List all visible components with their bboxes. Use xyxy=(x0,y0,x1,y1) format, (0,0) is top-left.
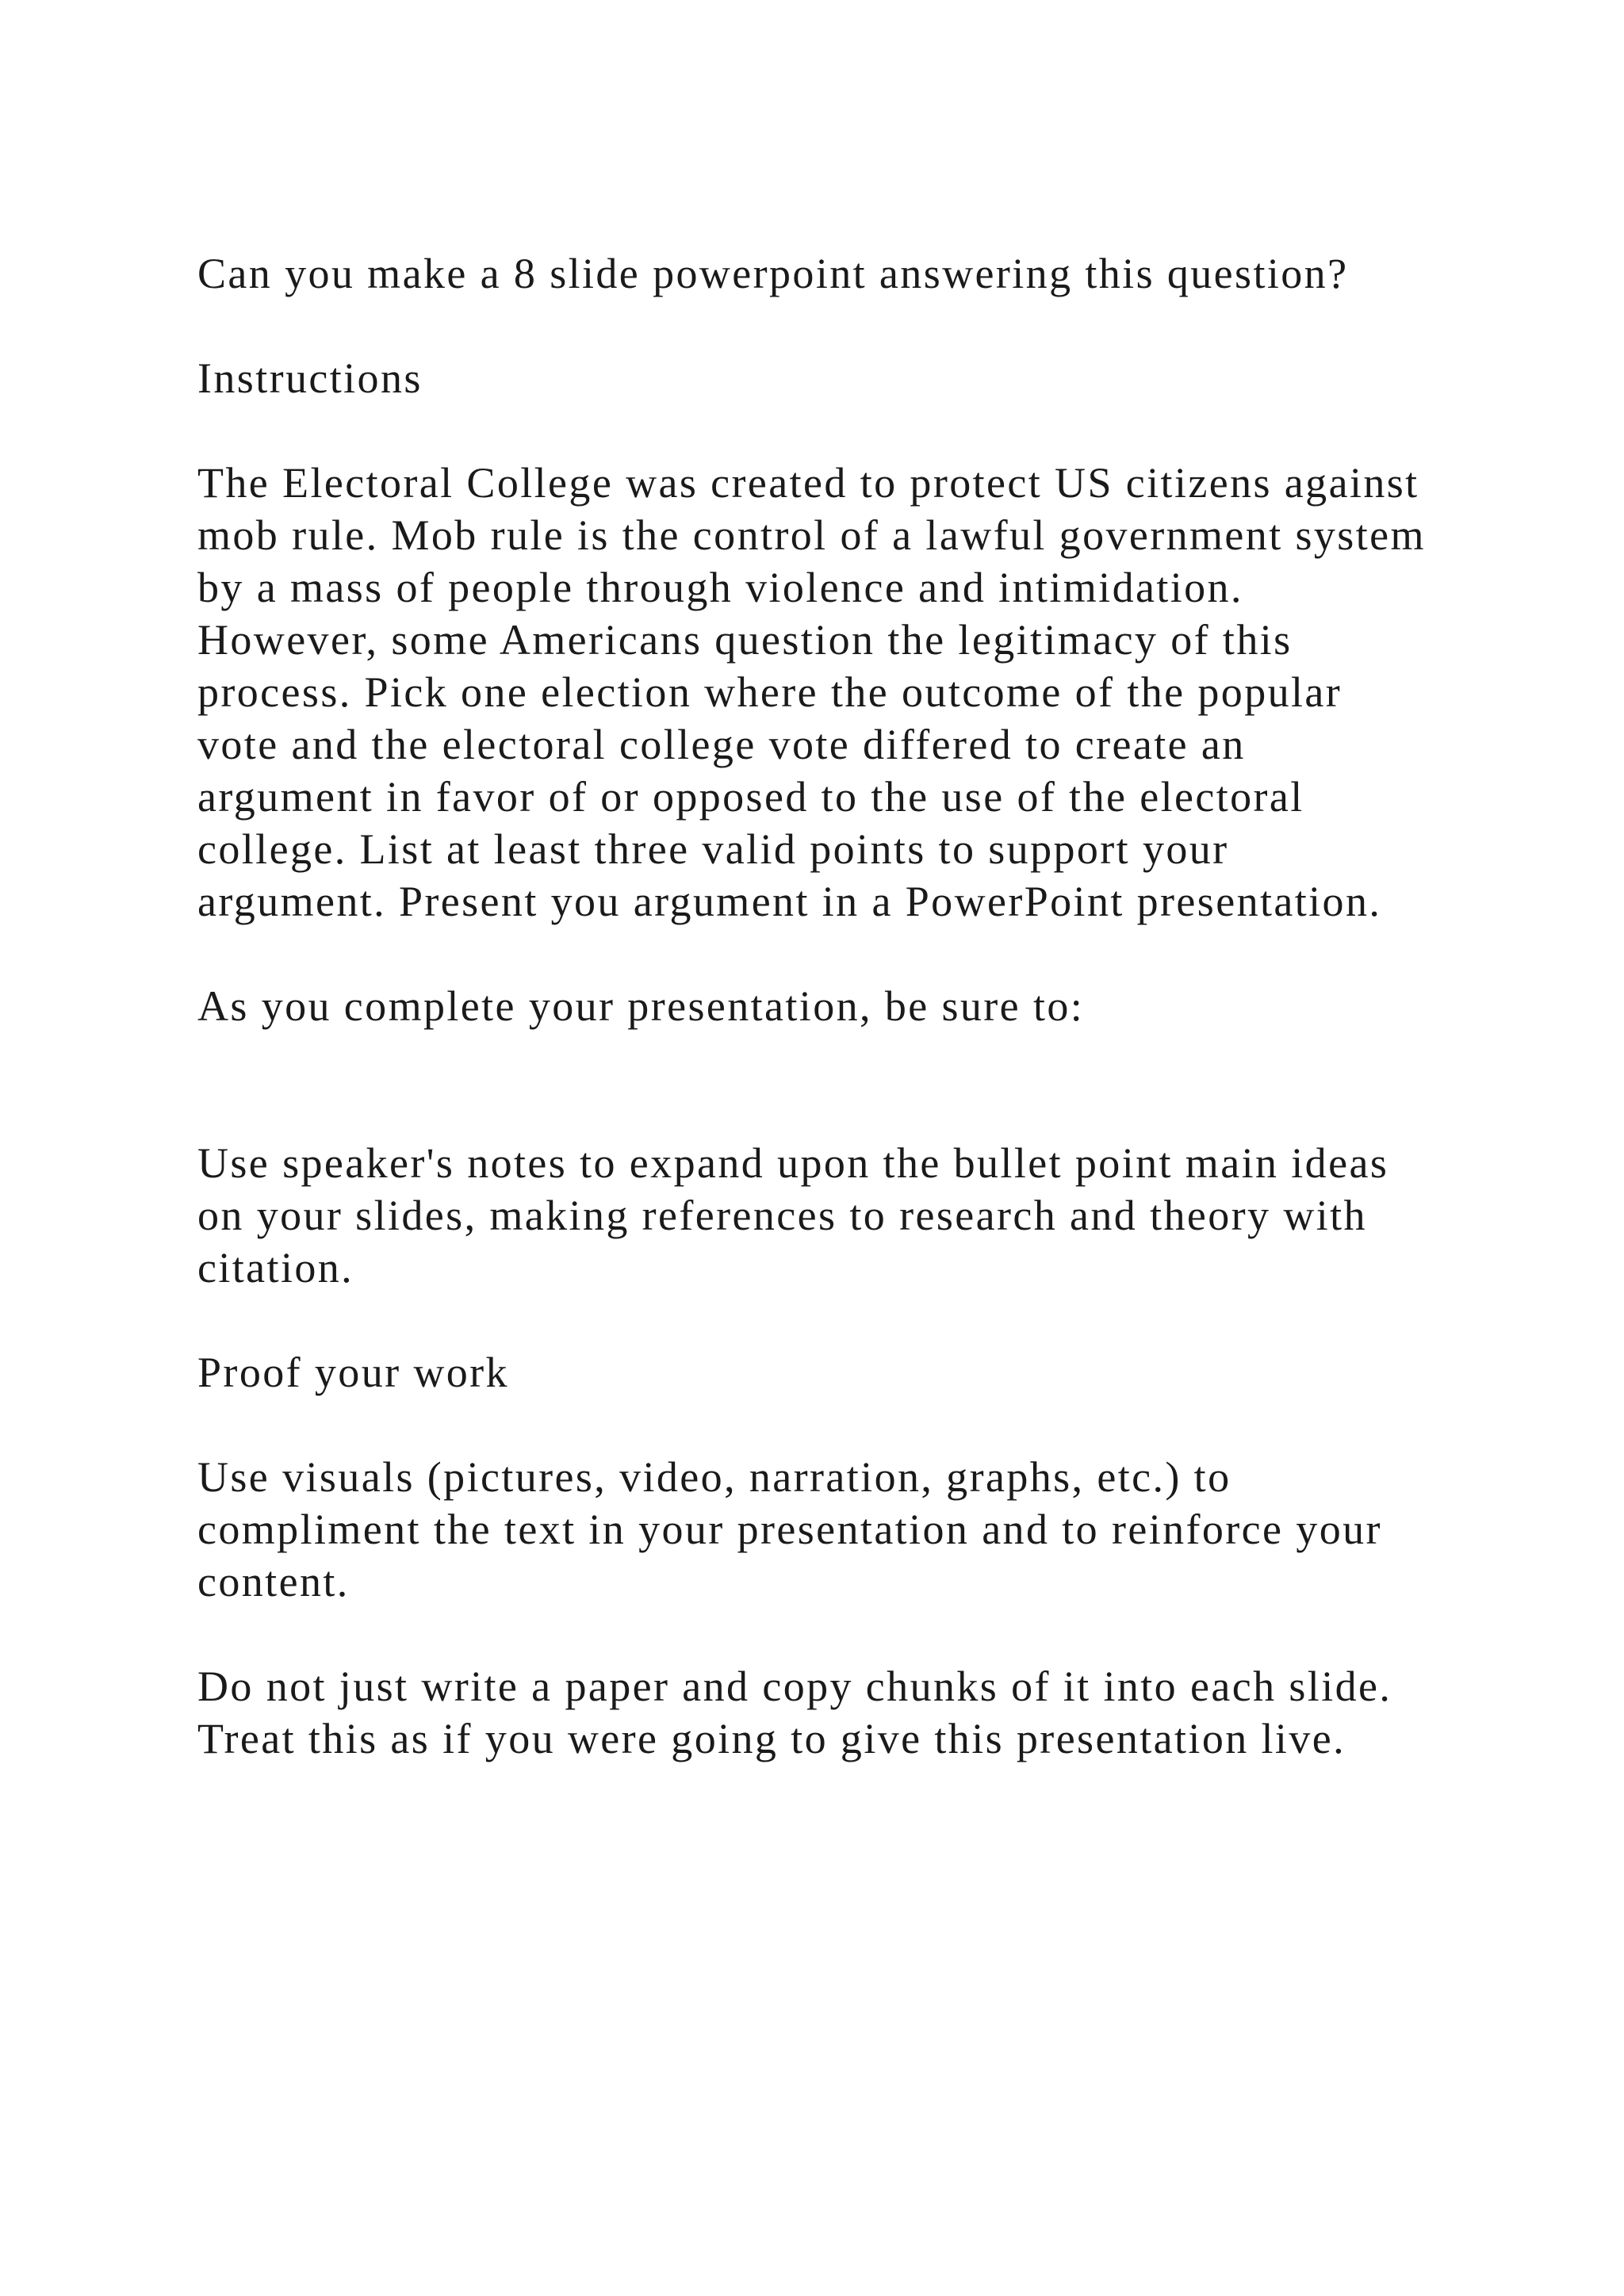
item-line: on your slides, making references to research and theory with xyxy=(197,1192,1367,1239)
body-line: college. List at least three valid points to support your xyxy=(197,825,1229,873)
body-line: argument in favor of or opposed to the use of the electoral xyxy=(197,773,1304,821)
instructions-heading: Instructions xyxy=(197,354,423,402)
body-paragraph xyxy=(197,457,1482,928)
item-line: content. xyxy=(197,1558,350,1605)
item-line: Do not just write a paper and copy chunks of it into each slide. xyxy=(197,1663,1392,1710)
item-line: citation. xyxy=(197,1244,354,1292)
body-line: However, some Americans question the legitimacy of this xyxy=(197,616,1293,664)
item-line: Use visuals (pictures, video, narration, graphs, etc.) to xyxy=(197,1453,1231,1501)
body-line: mob rule. Mob rule is the control of a lawful government system xyxy=(197,511,1426,559)
body-line: The Electoral College was created to protect US citizens against xyxy=(197,459,1419,507)
instruction-item-speaker-notes xyxy=(197,1137,1482,1294)
item-line: Treat this as if you were going to give this presentation live. xyxy=(197,1715,1346,1762)
item-line: compliment the text in your presentation and to reinforce your xyxy=(197,1506,1382,1553)
lead-in-line: As you complete your presentation, be sure to: xyxy=(197,982,1085,1030)
document-body xyxy=(197,247,1482,1765)
instruction-item-visuals xyxy=(197,1451,1482,1608)
instruction-item-proof: Proof your work xyxy=(197,1349,509,1396)
body-line: vote and the electoral college vote differed to create an xyxy=(197,721,1246,768)
body-line: by a mass of people through violence and intimidation. xyxy=(197,564,1243,611)
body-line: argument. Present you argument in a PowerPoint presentation. xyxy=(197,878,1382,925)
question-line: Can you make a 8 slide powerpoint answering this question? xyxy=(197,250,1349,297)
item-line: Use speaker's notes to expand upon the bullet point main ideas xyxy=(197,1139,1389,1187)
instruction-item-live-presentation xyxy=(197,1660,1482,1765)
body-line: process. Pick one election where the outcome of the popular xyxy=(197,668,1342,716)
